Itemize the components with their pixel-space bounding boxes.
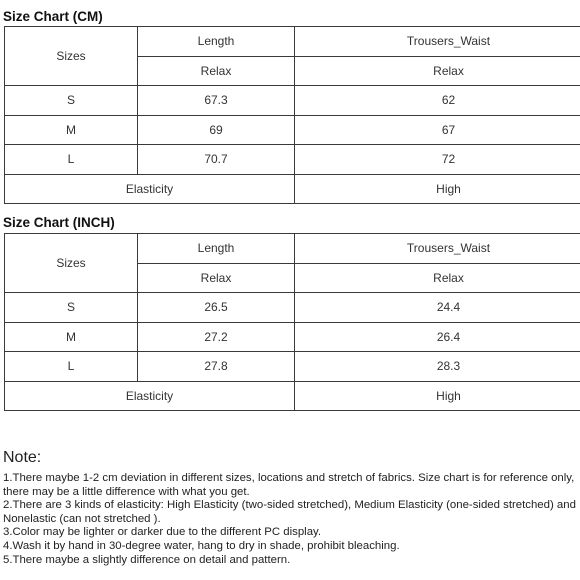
size-cell: L — [5, 145, 138, 175]
elasticity-value: High — [295, 381, 580, 411]
length-fit: Relax — [138, 56, 295, 86]
waist-cell: 26.4 — [295, 322, 580, 352]
waist-fit: Relax — [295, 56, 580, 86]
length-cell: 27.8 — [138, 352, 295, 382]
length-cell: 70.7 — [138, 145, 295, 175]
length-header: Length — [138, 27, 295, 57]
inch-size-table — [4, 233, 580, 411]
size-cell: S — [5, 86, 138, 116]
waist-header: Trousers_Waist — [295, 234, 580, 264]
table-row — [5, 352, 580, 382]
cm-size-table — [4, 26, 580, 204]
note-line: 2.There are 3 kinds of elasticity: High Elasticity (two-sided stretched), Medium Elasticity (one-sided stretched) and — [3, 499, 576, 512]
table-row — [5, 322, 580, 352]
table-row — [5, 145, 580, 175]
elasticity-value: High — [295, 174, 580, 204]
note-line: 4.Wash it by hand in 30-degree water, hang to dry in shade, prohibit bleaching. — [3, 539, 400, 552]
notes-list — [3, 472, 580, 567]
note-title: Note: — [3, 449, 42, 466]
table-row — [5, 174, 580, 204]
length-cell: 26.5 — [138, 293, 295, 323]
table-row — [5, 115, 580, 145]
waist-fit: Relax — [295, 263, 580, 293]
length-cell: 67.3 — [138, 86, 295, 116]
size-cell: S — [5, 293, 138, 323]
note-line: 3.Color may be lighter or darker due to the different PC display. — [3, 526, 322, 539]
note-line: 1.There maybe 1-2 cm deviation in different sizes, locations and stretch of fabrics. Size chart is for reference only, — [3, 472, 575, 484]
table-row — [5, 381, 580, 411]
sizes-header: Sizes — [5, 27, 138, 86]
waist-cell: 72 — [295, 145, 580, 175]
note-line: 5.There maybe a slightly difference on detail and pattern. — [3, 553, 291, 566]
elasticity-label: Elasticity — [5, 174, 295, 204]
size-cell: M — [5, 115, 138, 145]
note-line: Nonelastic (can not stretched ). — [3, 512, 161, 525]
length-cell: 27.2 — [138, 322, 295, 352]
size-cell: M — [5, 322, 138, 352]
sizes-header: Sizes — [5, 234, 138, 293]
waist-cell: 67 — [295, 115, 580, 145]
length-cell: 69 — [138, 115, 295, 145]
elasticity-label: Elasticity — [5, 381, 295, 411]
cm-chart-title: Size Chart (CM) — [3, 9, 103, 24]
table-row — [5, 86, 580, 116]
size-cell: L — [5, 352, 138, 382]
waist-cell: 62 — [295, 86, 580, 116]
length-header: Length — [138, 234, 295, 264]
length-fit: Relax — [138, 263, 295, 293]
waist-header: Trousers_Waist — [295, 27, 580, 57]
table-row — [5, 293, 580, 323]
waist-cell: 28.3 — [295, 352, 580, 382]
note-line: there may be a little difference with what you get. — [3, 485, 250, 498]
inch-chart-title: Size Chart (INCH) — [3, 215, 115, 230]
table-row — [5, 234, 580, 264]
waist-cell: 24.4 — [295, 293, 580, 323]
table-row — [5, 27, 580, 57]
